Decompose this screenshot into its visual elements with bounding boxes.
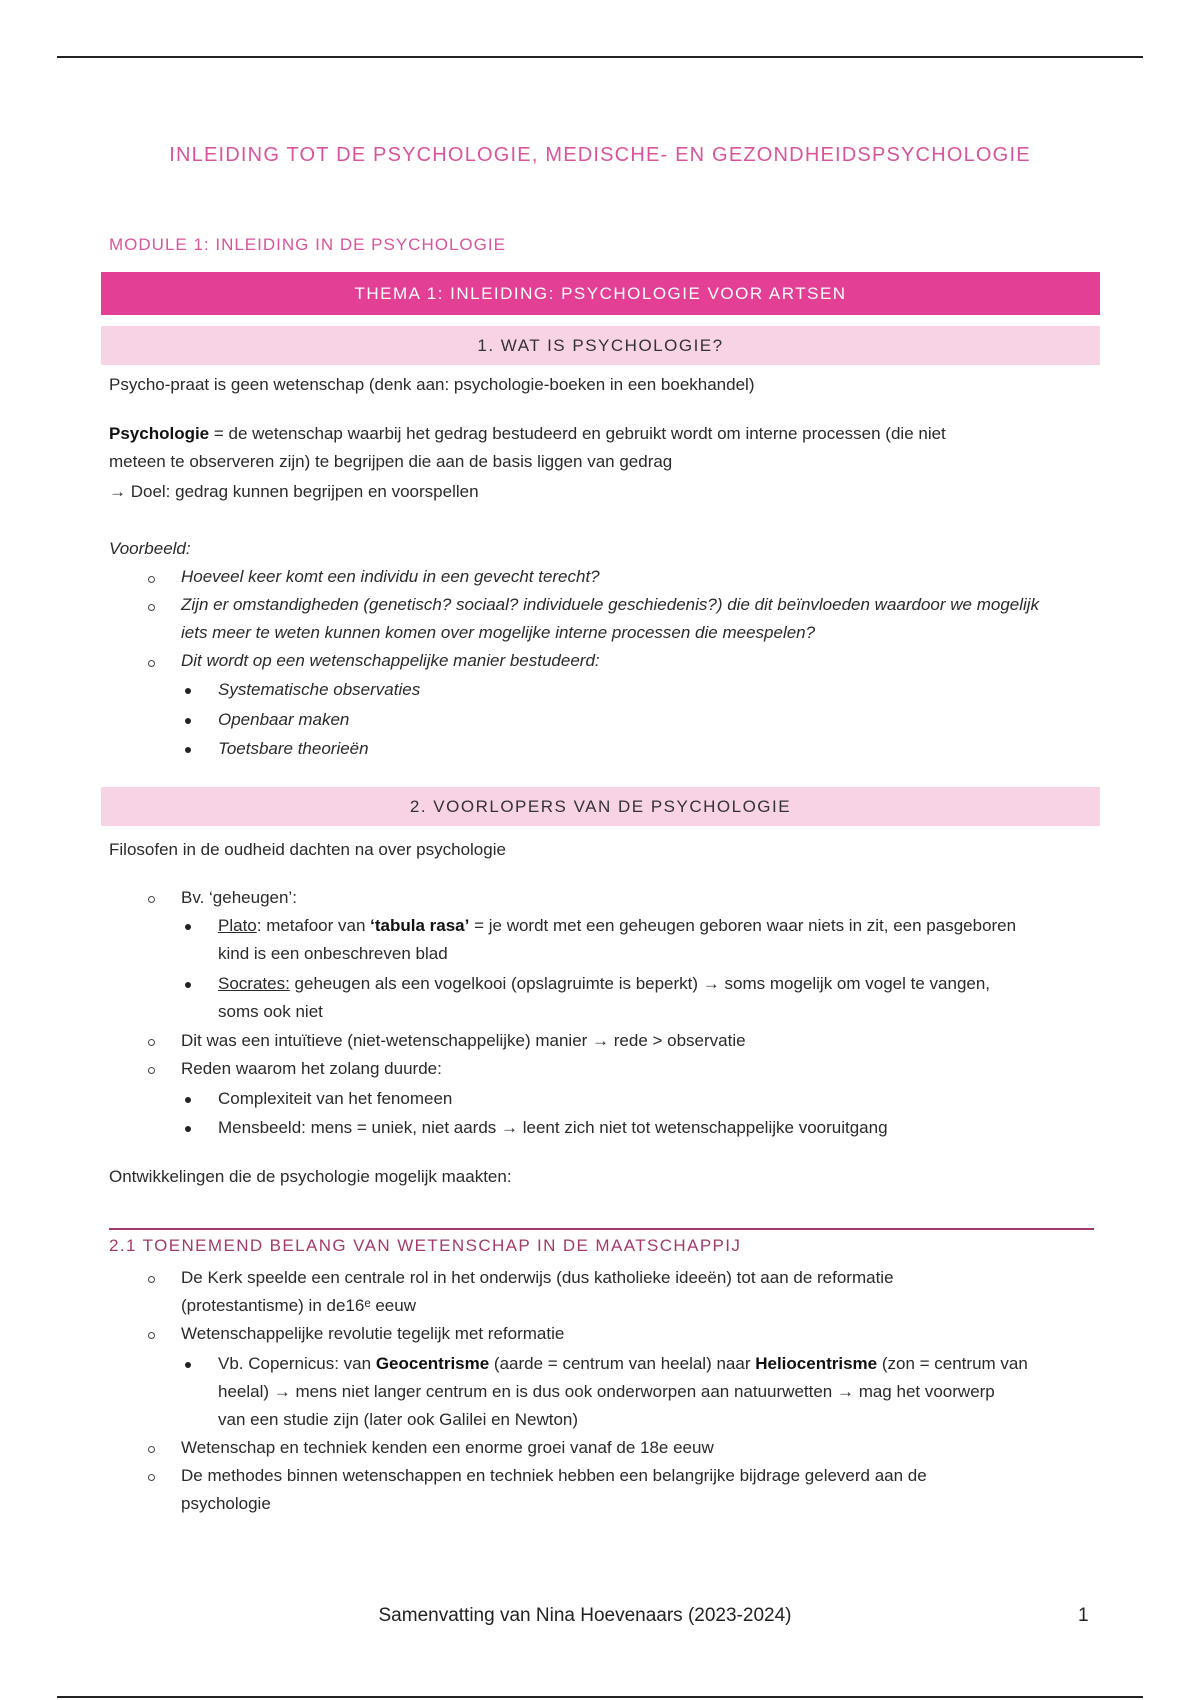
bullet-dot-icon: [185, 747, 191, 753]
example-3a: Systematische observaties: [218, 680, 421, 699]
circle-bullet-icon: [148, 1474, 155, 1481]
circle-bullet-icon: [148, 1276, 155, 1283]
copernicus-line-2: heelal) → mens niet langer centrum en is dus ook onderworpen aan natuurwetten → mag het voorwerp: [218, 1382, 995, 1401]
document-title: INLEIDING TOT DE PSYCHOLOGIE, MEDISCHE- EN GEZONDHEIDSPSYCHOLOGIE: [169, 144, 1031, 166]
circle-bullet-icon: [148, 896, 155, 903]
goal-line: → Doel: gedrag kunnen begrijpen en voorspellen: [109, 482, 479, 501]
revolution-item: Wetenschappelijke revolutie tegelijk met reformatie: [181, 1324, 565, 1343]
plato-line-2: kind is een onbeschreven blad: [218, 944, 448, 963]
definition-term: Psychologie: [109, 424, 210, 443]
bullet-dot-icon: [185, 718, 191, 724]
example-2-line-2: iets meer te weten kunnen komen over mogelijke interne processen die meespelen?: [181, 623, 816, 642]
s1-intro: Psycho-praat is geen wetenschap (denk aan: psychologie-boeken in een boekhandel): [109, 375, 755, 394]
circle-bullet-icon: [148, 1067, 155, 1074]
church-line-1: De Kerk speelde een centrale rol in het onderwijs (dus katholieke ideeën) tot aan de reformatie: [181, 1268, 894, 1287]
circle-bullet-icon: [148, 1446, 155, 1453]
bottom-rule: [57, 1696, 1143, 1698]
circle-bullet-icon: [148, 1039, 155, 1046]
definition-line-2: meteen te observeren zijn) te begrijpen die aan de basis liggen van gedrag: [109, 452, 673, 471]
reason-b: Mensbeeld: mens = uniek, niet aards → leent zich niet tot wetenschappelijke vooruitgang: [218, 1118, 888, 1137]
socrates-line-1: Socrates: geheugen als een vogelkooi (opslagruimte is beperkt) → soms mogelijk om vogel te vangen,: [218, 974, 991, 993]
definition-line-1: Psychologie = de wetenschap waarbij het gedrag bestudeerd en gebruikt wordt om interne processen (die niet: [109, 424, 946, 443]
reason-a: Complexiteit van het fenomeen: [218, 1089, 453, 1108]
growth-item: Wetenschap en techniek kenden een enorme groei vanaf de 18e eeuw: [181, 1438, 714, 1457]
example-1: Hoeveel keer komt een individu in een gevecht terecht?: [181, 567, 600, 586]
bullet-dot-icon: [185, 1126, 191, 1132]
section-1-heading: 1. WAT IS PSYCHOLOGIE?: [101, 326, 1100, 365]
copernicus-line-3: van een studie zijn (later ook Galilei en Newton): [218, 1410, 579, 1429]
circle-bullet-icon: [148, 604, 155, 611]
top-rule: [57, 56, 1143, 58]
tabula-rasa-term: ‘tabula rasa’: [370, 916, 470, 935]
church-line-2: (protestantisme) in de16ᵉ eeuw: [181, 1296, 416, 1315]
example-2-line-1: Zijn er omstandigheden (genetisch? sociaal? individuele geschiedenis?) die dit beïnvloeden waardoor we mogelijk: [181, 595, 1040, 614]
geocentrism-term: Geocentrisme: [375, 1354, 490, 1373]
bullet-dot-icon: [185, 1362, 191, 1368]
bullet-dot-icon: [185, 1097, 191, 1103]
example-label: Voorbeeld:: [109, 539, 191, 558]
subsection-2-1-heading: 2.1 TOENEMEND BELANG VAN WETENSCHAP IN DE MAATSCHAPPIJ: [109, 1228, 1094, 1260]
methods-line-1: De methodes binnen wetenschappen en techniek hebben een belangrijke bijdrage geleverd aan de: [181, 1466, 927, 1485]
example-3: Dit wordt op een wetenschappelijke manier bestudeerd:: [181, 651, 600, 670]
copernicus-line-1: Vb. Copernicus: van Geocentrisme (aarde = centrum van heelal) naar Heliocentrisme (zon = centrum van: [218, 1354, 1028, 1373]
methods-line-2: psychologie: [181, 1494, 271, 1513]
section-2-heading: 2. VOORLOPERS VAN DE PSYCHOLOGIE: [101, 787, 1100, 826]
footer-text: Samenvatting van Nina Hoevenaars (2023-2024): [378, 1605, 792, 1626]
developments-line: Ontwikkelingen die de psychologie mogelijk maakten:: [109, 1167, 512, 1186]
example-3b: Openbaar maken: [218, 710, 350, 729]
module-heading: MODULE 1: INLEIDING IN DE PSYCHOLOGIE: [109, 235, 506, 254]
bullet-dot-icon: [185, 982, 191, 988]
plato-line-1: Plato: metafoor van ‘tabula rasa’ = je wordt met een geheugen geboren waar niets in zit, een pasgeboren: [218, 916, 1017, 935]
socrates-name: Socrates:: [218, 974, 290, 993]
theme-banner: THEMA 1: INLEIDING: PSYCHOLOGIE VOOR ARTSEN: [101, 272, 1100, 315]
circle-bullet-icon: [148, 576, 155, 583]
s2-intro: Filosofen in de oudheid dachten na over psychologie: [109, 840, 506, 859]
example-3c: Toetsbare theorieën: [218, 739, 369, 758]
circle-bullet-icon: [148, 660, 155, 667]
heliocentrism-term: Heliocentrisme: [755, 1354, 878, 1373]
bullet-dot-icon: [185, 688, 191, 694]
intuitive-item: Dit was een intuïtieve (niet-wetenschappelijke) manier → rede > observatie: [181, 1031, 746, 1050]
circle-bullet-icon: [148, 1332, 155, 1339]
page-number: 1: [1078, 1605, 1089, 1626]
plato-name: Plato: [218, 916, 257, 935]
bullet-dot-icon: [185, 924, 191, 930]
socrates-line-2: soms ook niet: [218, 1002, 323, 1021]
reason-item: Reden waarom het zolang duurde:: [181, 1059, 442, 1078]
memory-item: Bv. ‘geheugen’:: [181, 888, 297, 907]
